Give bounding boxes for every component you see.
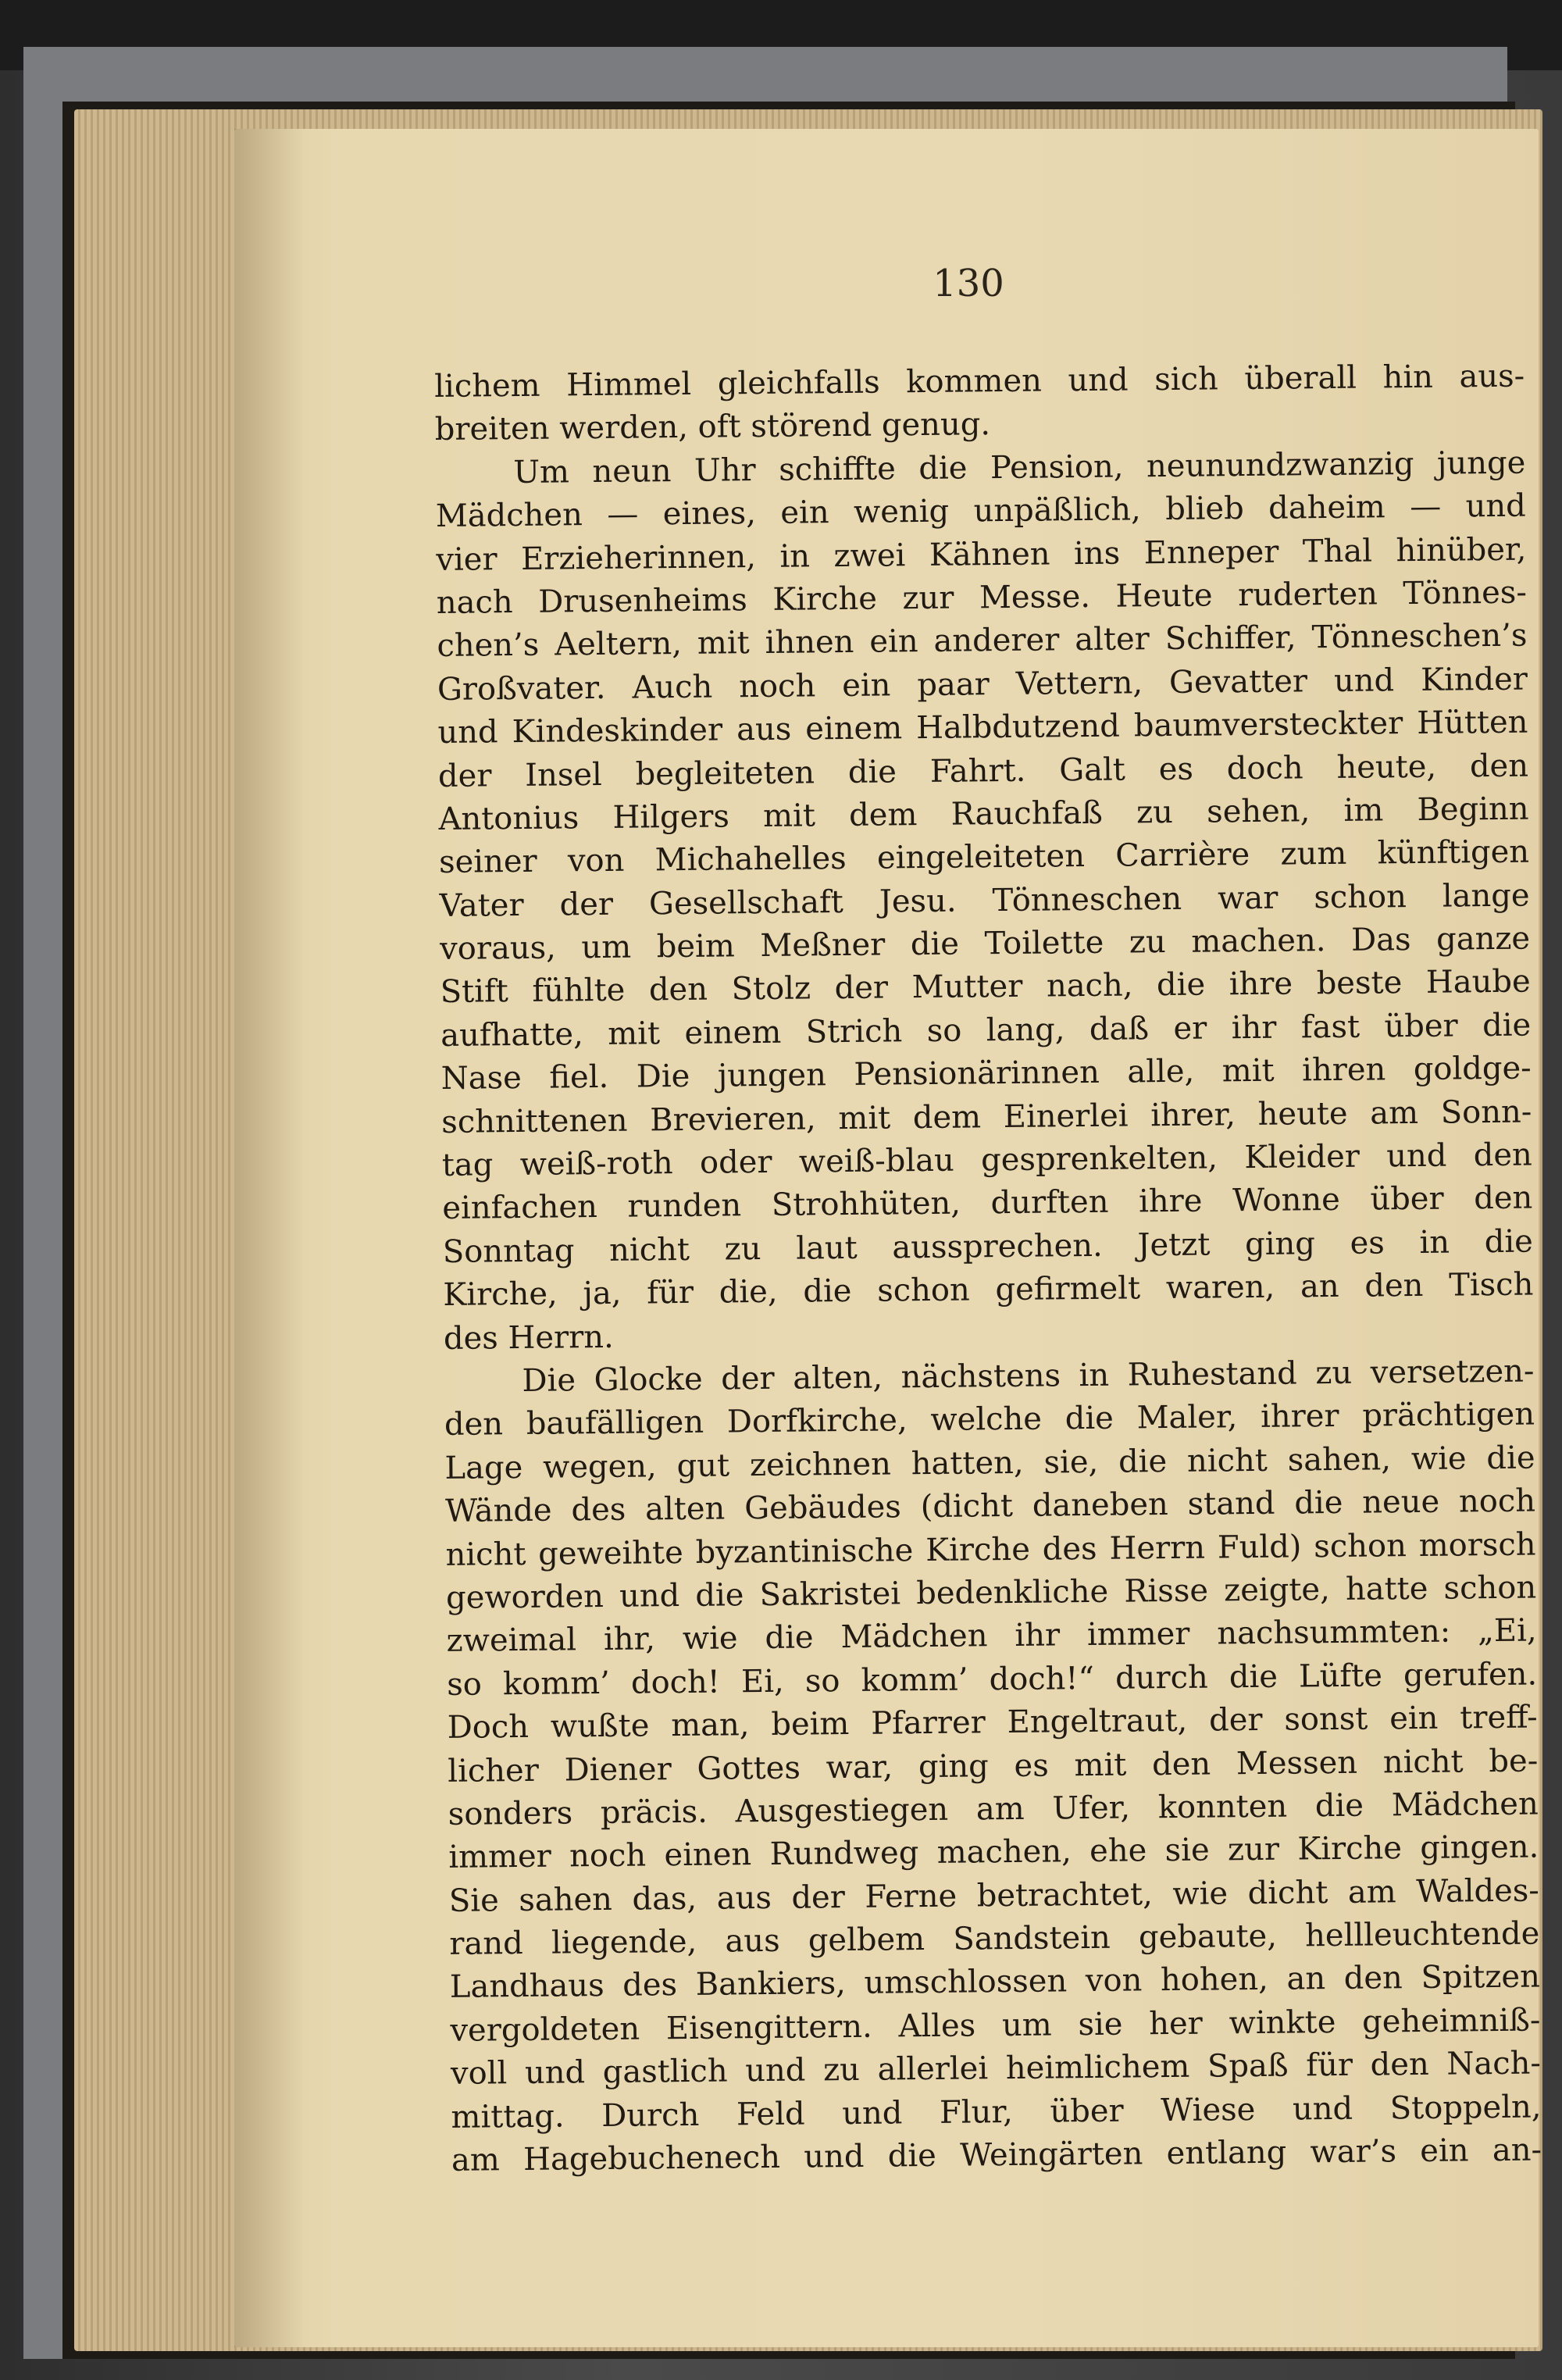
body-text bbox=[434, 355, 1542, 2183]
text-line: sonders präcis. Ausgestiegen am Ufer, konnten die Mädchen bbox=[448, 1786, 1539, 1832]
text-line: Antonius Hilgers mit dem Rauchfaß zu sehen, im Beginn bbox=[438, 790, 1529, 837]
text-line: nicht geweihte byzantinische Kirche des Herrn Fuld) schon morsch bbox=[445, 1526, 1536, 1573]
text-line: Doch wußte man, beim Pfarrer Engeltraut, der sonst ein treff- bbox=[447, 1699, 1538, 1747]
text-line: mittag. Durch Feld und Flur, über Wiese und Stoppeln, bbox=[451, 2089, 1542, 2136]
text-line: Die Glocke der alten, nächstens in Ruhestand zu versetzen- bbox=[522, 1353, 1535, 1399]
text-line: am Hagebuchenech und die Weingärten entlang war’s ein an- bbox=[451, 2132, 1542, 2178]
text-line: Mädchen — eines, ein wenig unpäßlich, blieb daheim — und bbox=[435, 487, 1527, 535]
text-line: Wände des alten Gebäudes (dicht daneben stand die neue noch bbox=[444, 1483, 1536, 1530]
text-line: der Insel begleiteten die Fahrt. Galt es doch heute, den bbox=[437, 748, 1529, 794]
text-line: breiten werden, oft störend genug. bbox=[434, 406, 991, 448]
text-line: den baufälligen Dorfkirche, welche die Maler, ihrer prächtigen bbox=[444, 1396, 1535, 1443]
text-line: aufhatte, mit einem Strich so lang, daß er ihr fast über die bbox=[440, 1007, 1532, 1054]
text-line: Nase fiel. Die jungen Pensionärinnen alle, mit ihren goldge- bbox=[440, 1050, 1532, 1097]
text-line: Lage wegen, gut zeichnen hatten, sie, die nicht sahen, wie die bbox=[444, 1440, 1535, 1486]
text-line: lichem Himmel gleichfalls kommen und sich überall hin aus- bbox=[434, 358, 1525, 405]
text-line: voll und gastlich und zu allerlei heimlichem Spaß für den Nach- bbox=[450, 2045, 1542, 2093]
text-line: Großvater. Auch noch ein paar Vettern, Gevatter und Kinder bbox=[437, 661, 1528, 708]
text-line: tag weiß-roth oder weiß-blau gesprenkelten, Kleider und den bbox=[441, 1136, 1532, 1183]
text-line: des Herrn. bbox=[443, 1318, 614, 1357]
text-line: seiner von Michahelles eingeleiteten Carrière zum künftigen bbox=[438, 833, 1530, 881]
text-line: rand liegende, aus gelbem Sandstein gebaute, hellleuchtende bbox=[449, 1915, 1540, 1962]
text-line: immer noch einen Rundweg machen, ehe sie zur Kirche gingen. bbox=[448, 1829, 1539, 1876]
text-line: vier Erzieherinnen, in zwei Kähnen ins Enneper Thal hinüber, bbox=[436, 531, 1527, 578]
text-line: Kirche, ja, für die, die schon gefirmelt waren, an den Tisch bbox=[443, 1266, 1534, 1314]
text-line: schnittenen Brevieren, mit dem Einerlei ihrer, heute am Sonn- bbox=[441, 1094, 1532, 1140]
text-line: vergoldeten Eisengittern. Alles um sie her winkte geheimniß- bbox=[450, 2002, 1541, 2049]
text-line: Um neun Uhr schiffte die Pension, neunundzwanzig junge bbox=[513, 444, 1526, 491]
spine-shadow bbox=[234, 129, 305, 2347]
text-line: Stift fühlte den Stolz der Mutter nach, die ihre beste Haube bbox=[440, 964, 1531, 1011]
text-line: zweimal ihr, wie die Mädchen ihr immer nachsummten: „Ei, bbox=[446, 1612, 1537, 1660]
text-line: nach Drusenheims Kirche zur Messe. Heute ruderten Tönnes- bbox=[436, 574, 1528, 621]
page-number: 130 bbox=[933, 262, 1004, 305]
text-line: Sonntag nicht zu laut aussprechen. Jetzt ging es in die bbox=[442, 1223, 1534, 1270]
text-line: Vater der Gesellschaft Jesu. Tönneschen war schon lange bbox=[439, 877, 1530, 924]
text-line: geworden und die Sakristei bedenkliche Risse zeigte, hatte schon bbox=[445, 1569, 1537, 1616]
text-line: Sie sahen das, aus der Ferne betrachtet, wie dicht am Waldes- bbox=[448, 1872, 1540, 1919]
text-line: chen’s Aeltern, mit ihnen ein anderer alter Schiffer, Tönneschen’s bbox=[437, 617, 1528, 665]
text-line: licher Diener Gottes war, ging es mit den Messen nicht be- bbox=[448, 1743, 1539, 1789]
text-line: Landhaus des Bankiers, umschlossen von hohen, an den Spitzen bbox=[449, 1958, 1541, 2006]
text-line: so komm’ doch! Ei, so komm’ doch!“ durch die Lüfte gerufen. bbox=[446, 1656, 1538, 1703]
text-line: einfachen runden Strohhüten, durften ihre Wonne über den bbox=[442, 1179, 1533, 1227]
text-line: und Kindeskinder aus einem Halbdutzend baumversteckter Hütten bbox=[437, 704, 1528, 751]
text-line: voraus, um beim Meßner die Toilette zu machen. Das ganze bbox=[439, 920, 1531, 968]
